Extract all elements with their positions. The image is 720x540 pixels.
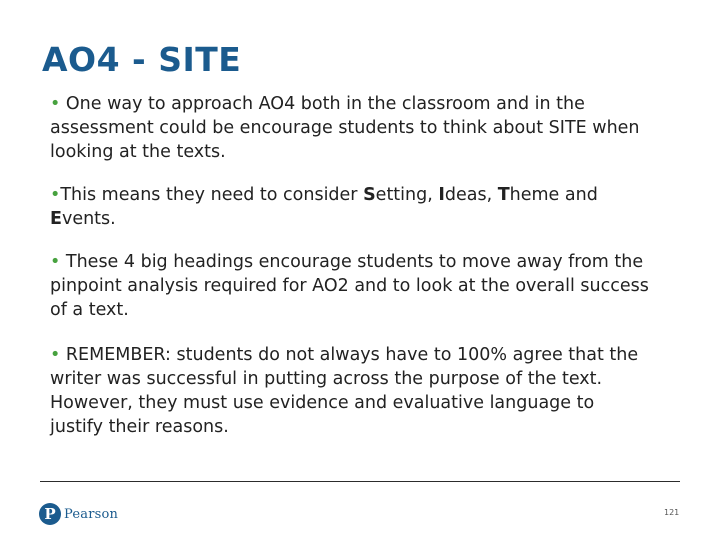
- bullet-icon: •: [50, 185, 61, 205]
- slide-content: [50, 92, 650, 458]
- footer-divider: [40, 481, 680, 482]
- bullet-text: vents.: [61, 209, 116, 229]
- bullet-text: This means they need to consider: [60, 185, 364, 205]
- page-number: 121: [664, 508, 680, 517]
- emphasis-letter: I: [438, 185, 445, 205]
- bullet-text: heme and: [509, 185, 598, 205]
- bullet-text: REMEMBER: students do not always have to 100% agree that the writer was successful in putting across the purpose of the text. However, they must use evidence and evaluative language to justify their reasons.: [50, 345, 639, 437]
- bullet-icon: •: [50, 345, 61, 365]
- pearson-logo-icon: P: [39, 503, 61, 525]
- bullet-text: One way to approach AO4 both in the classroom and in the assessment could be encourage students to think about SITE when looking at the texts.: [50, 94, 640, 162]
- slide-title: AO4 - SITE: [42, 40, 242, 79]
- emphasis-letter: T: [497, 185, 510, 205]
- pearson-logo-text: Pearson: [64, 506, 119, 522]
- emphasis-letter: E: [50, 209, 62, 229]
- emphasis-letter: S: [363, 185, 376, 205]
- pearson-logo: [39, 502, 118, 526]
- bullet-text: These 4 big headings encourage students to move away from the pinpoint analysis required for AO2 and to look at the overall success of a text.: [50, 252, 649, 320]
- bullet-paragraph: [50, 183, 650, 231]
- bullet-text: deas,: [444, 185, 498, 205]
- bullet-icon: •: [50, 94, 61, 114]
- bullet-paragraph: [50, 343, 650, 439]
- bullet-paragraph: [50, 250, 650, 322]
- bullet-text: etting,: [375, 185, 439, 205]
- bullet-icon: •: [50, 252, 61, 272]
- bullet-paragraph: [50, 92, 650, 164]
